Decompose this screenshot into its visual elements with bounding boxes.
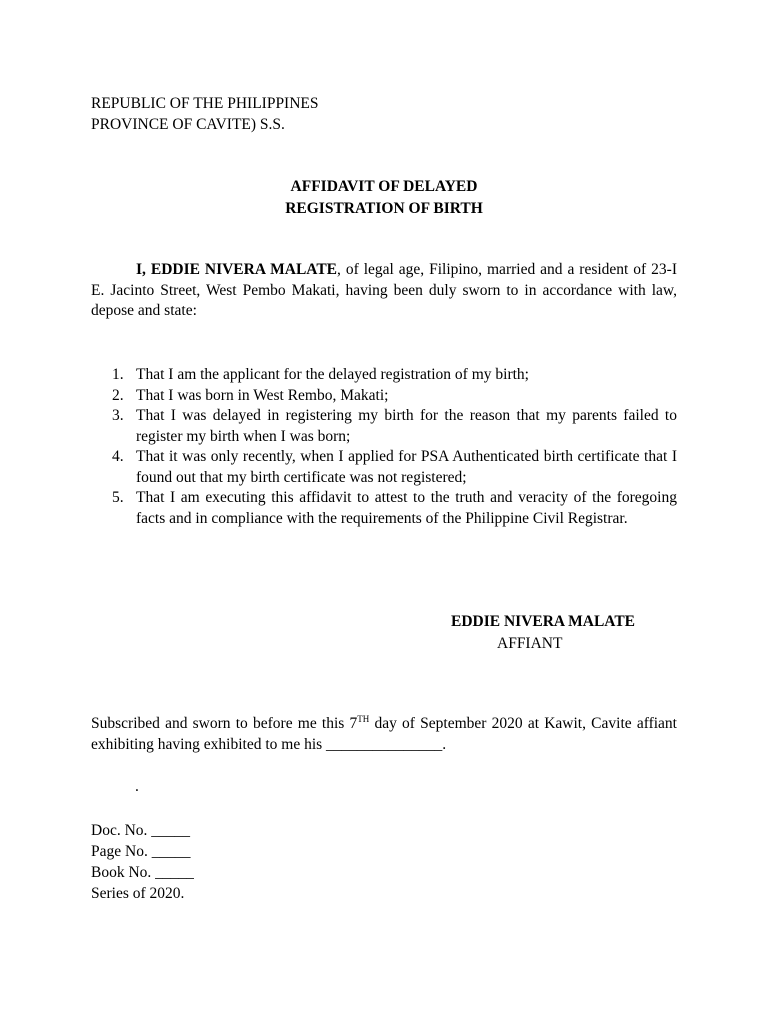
signature-role: AFFIANT bbox=[497, 635, 563, 652]
fact-item bbox=[112, 365, 677, 386]
title-line-1: AFFIDAVIT OF DELAYED bbox=[290, 178, 478, 195]
jurat-after-day: day of September 2020 at Kawit, Cavite affiant exhibiting having exhibited to me his _______________. bbox=[91, 715, 677, 753]
header-republic: REPUBLIC OF THE PHILIPPINES bbox=[91, 95, 319, 112]
book-number: Book No. _____ bbox=[91, 864, 194, 881]
fact-number: 5. bbox=[112, 489, 124, 506]
fact-text: That I was born in West Rembo, Makati; bbox=[136, 386, 389, 404]
day-suffix: TH bbox=[357, 713, 370, 724]
fact-item bbox=[112, 386, 677, 407]
fact-number: 2. bbox=[112, 386, 124, 404]
facts-list bbox=[91, 365, 677, 529]
fact-text: That I am the applicant for the delayed registration of my birth; bbox=[136, 366, 529, 383]
series-year: Series of 2020. bbox=[91, 885, 185, 902]
intro-text: , of legal age, Filipino, married and a resident of 23-I E. Jacinto Street, West Pembo Makati, having been duly sworn to in accordance with law, depose and state: bbox=[91, 261, 677, 319]
fact-number: 3. bbox=[112, 407, 124, 424]
fact-number: 4. bbox=[112, 448, 124, 465]
affiant-name-inline: I, EDDIE NIVERA MALATE bbox=[136, 261, 338, 278]
stray-dot: . bbox=[135, 778, 139, 795]
affidavit-document bbox=[91, 0, 677, 1024]
fact-text: That it was only recently, when I applied for PSA Authenticated birth certificate that I found out that my birth certificate was not registered; bbox=[136, 448, 677, 486]
fact-number: 1. bbox=[112, 366, 124, 383]
fact-item bbox=[112, 447, 677, 488]
doc-number: Doc. No. _____ bbox=[91, 822, 191, 839]
jurat-paragraph bbox=[91, 714, 677, 755]
fact-text: That I am executing this affidavit to attest to the truth and veracity of the foregoing facts and in compliance with the requirements of the Philippine Civil Registrar. bbox=[136, 489, 677, 527]
intro-paragraph bbox=[91, 260, 677, 322]
signature-name: EDDIE NIVERA MALATE bbox=[451, 613, 636, 630]
title-line-2: REGISTRATION OF BIRTH bbox=[285, 200, 483, 217]
fact-item bbox=[112, 406, 677, 447]
fact-text: That I was delayed in registering my birth for the reason that my parents failed to register my birth when I was born; bbox=[136, 407, 677, 445]
header-province: PROVINCE OF CAVITE) S.S. bbox=[91, 116, 285, 133]
fact-item bbox=[112, 488, 677, 529]
jurat-before-day: Subscribed and sworn to before me this 7 bbox=[91, 715, 358, 732]
page-number: Page No. _____ bbox=[91, 843, 191, 860]
